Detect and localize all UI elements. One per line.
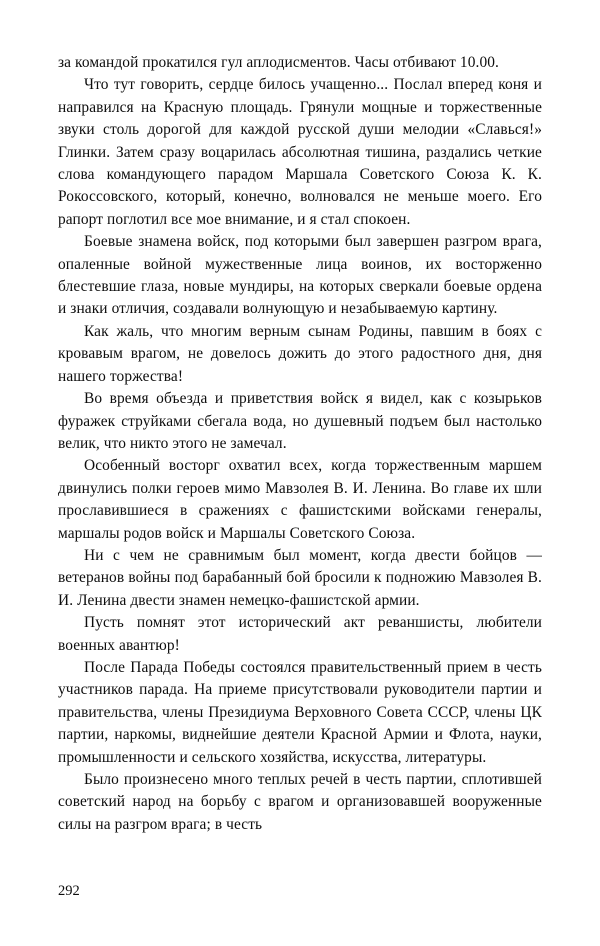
- paragraph: Было произнесено много теплых речей в честь партии, сплотившей советский народ на борьбу с врагом и организовавшей вооруженные силы на разгром врага; в честь: [58, 771, 542, 833]
- paragraph: Что тут говорить, сердце билось учащенно... Послал вперед коня и направился на Красную площадь. Грянули мощные и торжественные звуки столь дорогой для каждой русской души мелодии «Славься!» Глинки. Затем сразу воцарилась абсолютная тишина, раздались четкие слова командующего парадом Маршала Советского Союза К. К. Рокоссовского, который, конечно, волновался не меньше моего. Его рапорт поглотил все мое внимание, и я стал спокоен.: [58, 76, 542, 228]
- paragraph: Особенный восторг охватил всех, когда торжественным маршем двинулись полки героев мимо Мавзолея В. И. Ленина. Во главе их шли прославившиеся в сражениях с фашистскими войсками генералы, маршалы родов войск и Маршалы Советского Союза.: [58, 457, 542, 542]
- paragraph: Ни с чем не сравнимым был момент, когда двести бойцов — ветеранов войны под барабанный бой бросили к подножию Мавзолея В. И. Ленина двести знамен немецко-фашистской армии.: [58, 546, 542, 609]
- paragraph: Во время объезда и приветствия войск я видел, как с козырьков фуражек струйками сбегала вода, но душевный подъем был настолько велик, что никто этого не замечал.: [58, 390, 542, 452]
- paragraph: Пусть помнят этот исторический акт реваншисты, любители военных авантюр!: [58, 614, 542, 654]
- page-body-text: [58, 52, 542, 836]
- paragraph: Боевые знамена войск, под которыми был завершен разгром врага, опаленные войной мужественные лица воинов, их восторженно блестевшие глаза, новые мундиры, на которых сверкали боевые ордена и знаки отличия, создавали волнующую и незабываемую картину.: [58, 233, 542, 318]
- page-number: 292: [58, 883, 80, 899]
- paragraph: за командой прокатился гул аплодисментов. Часы отбивают 10.00.: [58, 54, 499, 71]
- paragraph: После Парада Победы состоялся правительственный прием в честь участников парада. На приеме присутствовали руководители партии и правительства, члены Президиума Верховного Совета СССР, члены ЦК партии, наркомы, виднейшие деятели Красной Армии и Флота, науки, промышленности и сельского хозяйства, искусства, литературы.: [58, 658, 542, 766]
- paragraph: Как жаль, что многим верным сынам Родины, павшим в боях с кровавым врагом, не довелось дожить до этого радостного дня, дня нашего торжества!: [58, 322, 542, 385]
